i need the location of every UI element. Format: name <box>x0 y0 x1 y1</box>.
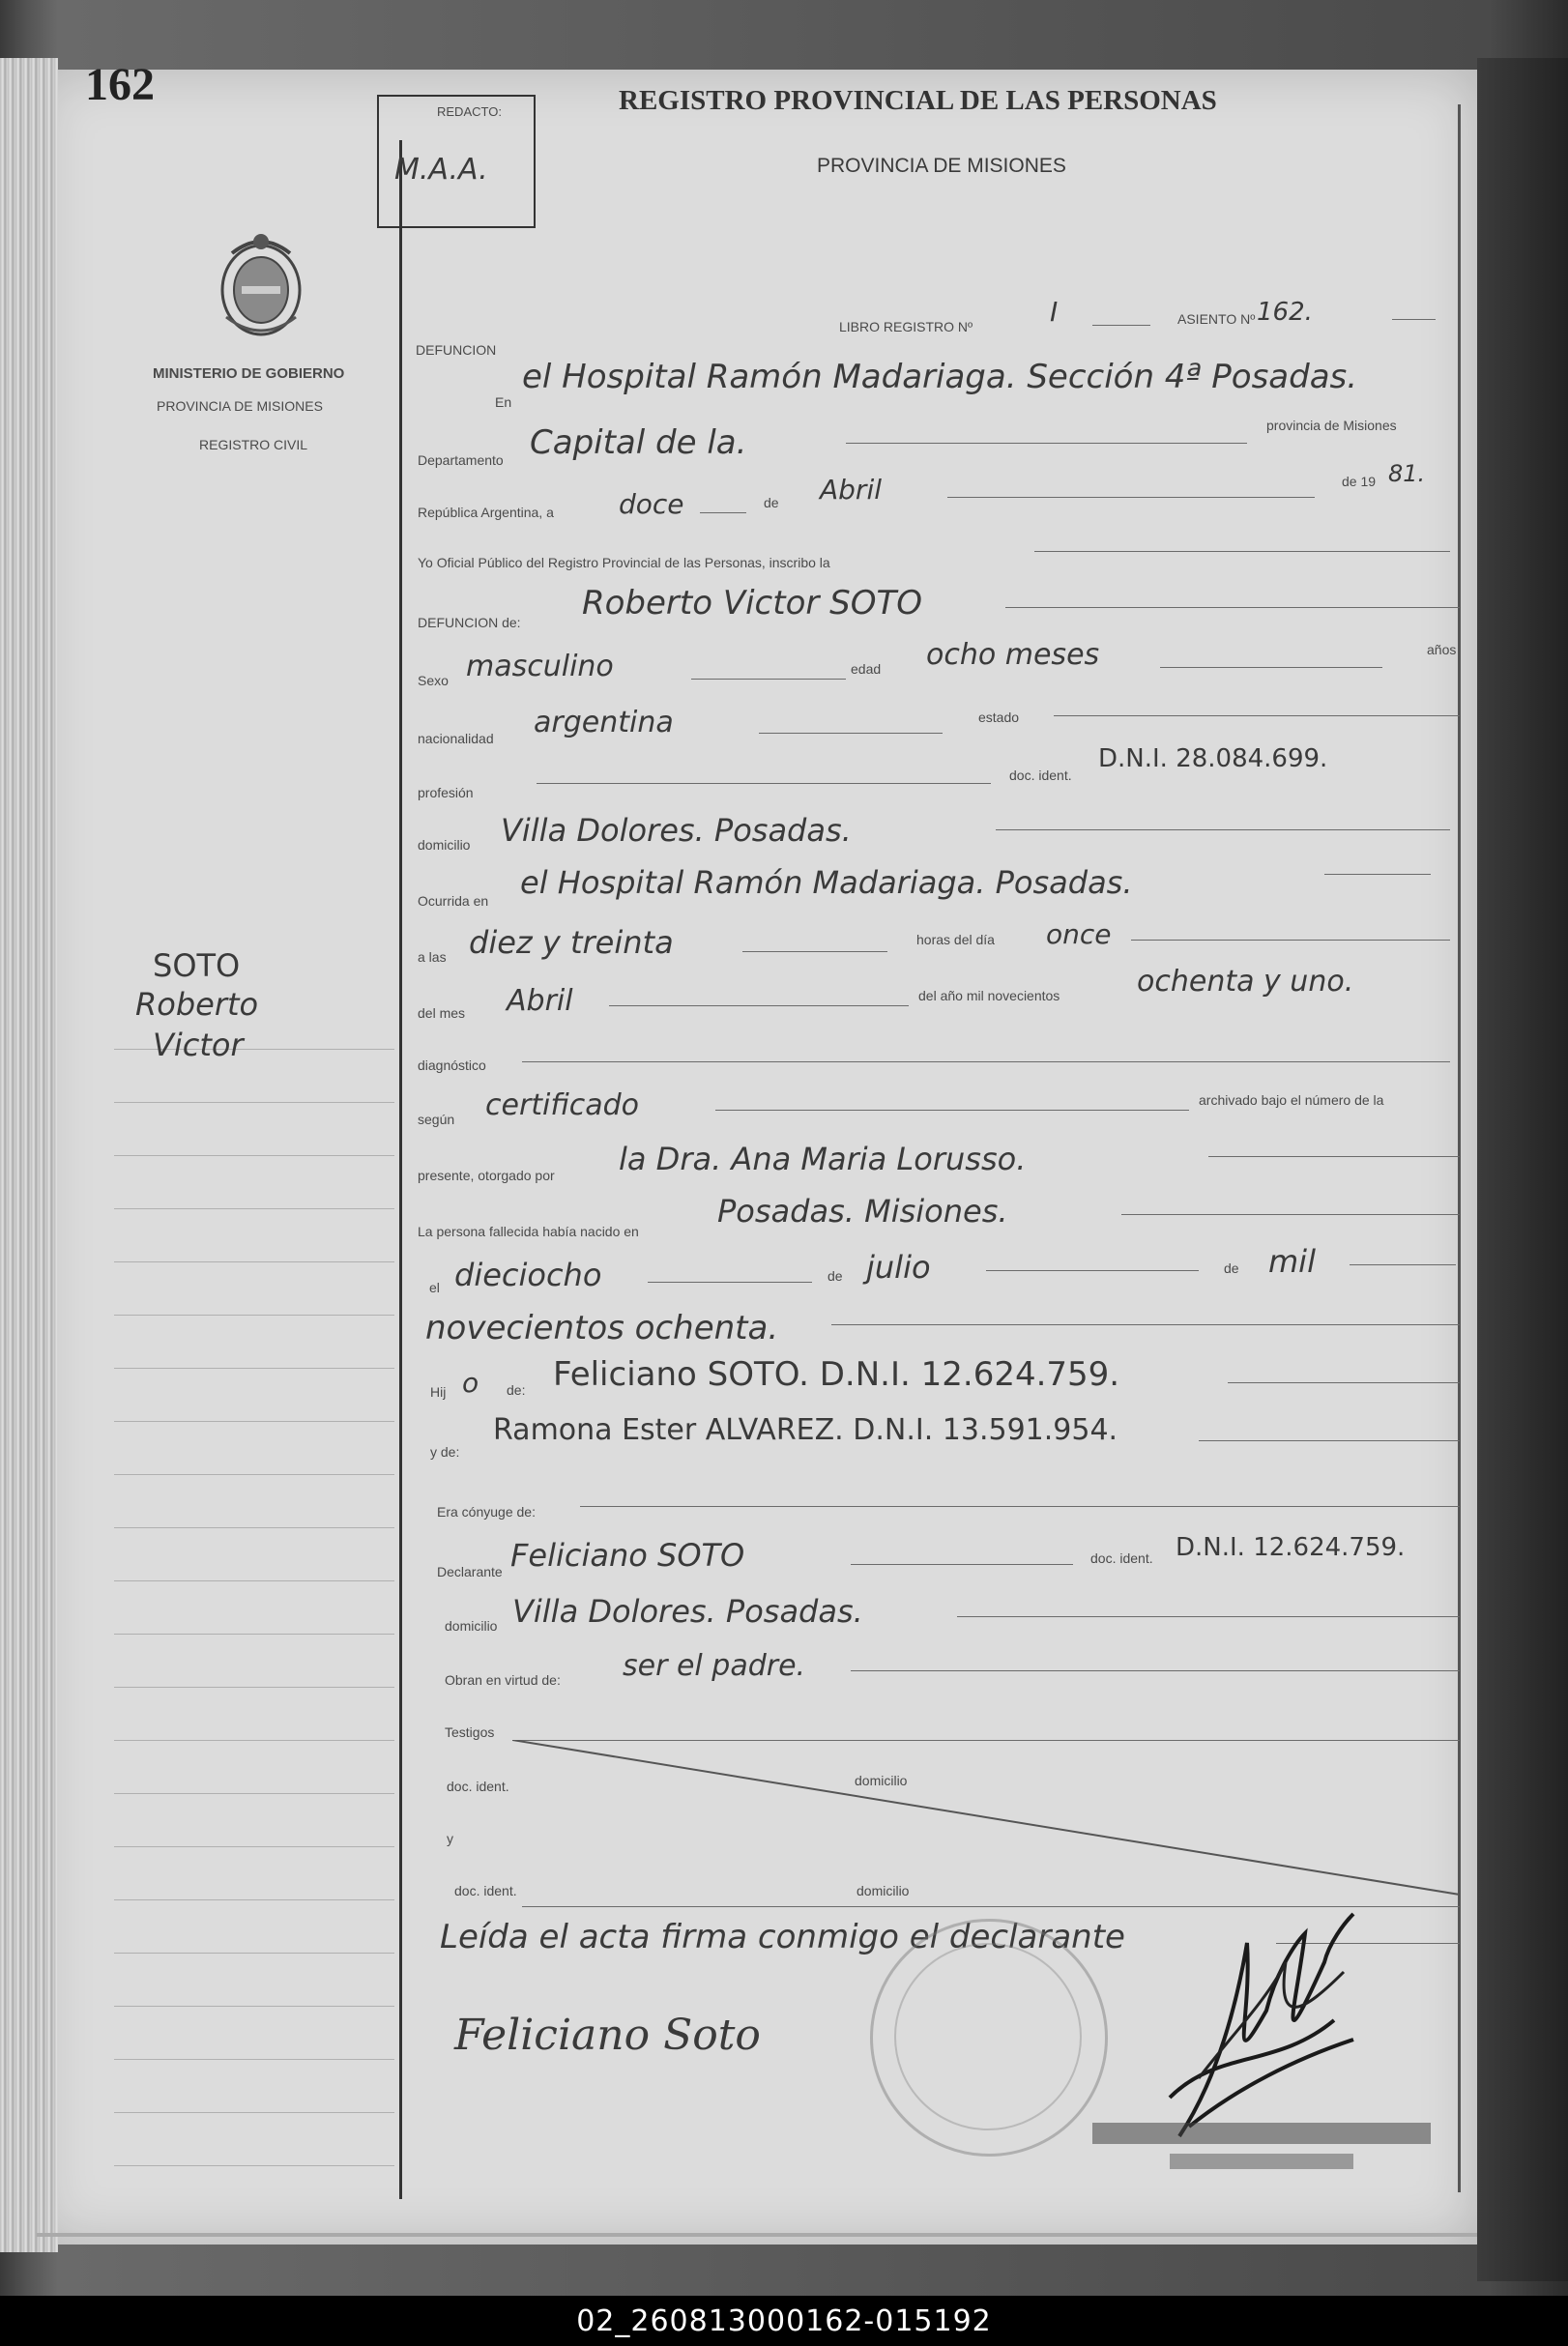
margin-note-surname: SOTO <box>153 947 241 984</box>
left-margin-line <box>399 140 402 2199</box>
estado-label: estado <box>978 710 1020 725</box>
image-id: 02_260813000162-015192 <box>576 2304 992 2338</box>
del-mes-value: Abril <box>507 984 573 1018</box>
horas-value: once <box>1046 918 1112 950</box>
segun-label: según <box>418 1112 455 1127</box>
yo-oficial-label: Yo Oficial Público del Registro Provincial de las Personas, inscribo la <box>418 555 830 570</box>
page-number: 162 <box>85 59 155 110</box>
testigo1-dom-label: domicilio <box>855 1773 908 1788</box>
el-label: el <box>429 1280 440 1295</box>
decl-domicilio-label: domicilio <box>445 1618 498 1634</box>
edad-value: ocho meses <box>926 638 1100 672</box>
testigos-label: Testigos <box>445 1724 495 1740</box>
anio-mil-value: ochenta y uno. <box>1137 965 1354 999</box>
ministry-line1: MINISTERIO DE GOBIERNO <box>153 365 345 382</box>
domicilio-value: Villa Dolores. Posadas. <box>501 812 852 849</box>
decl-domicilio-value: Villa Dolores. Posadas. <box>512 1593 863 1630</box>
provincia-label: provincia de Misiones <box>1266 418 1397 433</box>
conyuge-label: Era cónyuge de: <box>437 1504 536 1520</box>
y-label: y <box>447 1831 453 1846</box>
decl-doc-value: D.N.I. 12.624.759. <box>1176 1533 1406 1562</box>
diagnostico-label: diagnóstico <box>418 1057 486 1073</box>
y-de-label: y de: <box>430 1444 460 1460</box>
de-mes-value: julio <box>866 1249 931 1286</box>
madre-value: Ramona Ester ALVAREZ. D.N.I. 13.591.954. <box>493 1413 1118 1447</box>
de-mil-label: de <box>1224 1260 1239 1276</box>
official-stamp-subline <box>1170 2154 1353 2169</box>
mes-value: Abril <box>820 474 882 506</box>
sexo-label: Sexo <box>418 673 449 688</box>
de-mes-label: de <box>828 1268 843 1284</box>
profesion-label: profesión <box>418 785 474 800</box>
padre-value: Feliciano SOTO. D.N.I. 12.624.759. <box>553 1355 1120 1394</box>
hijo-suffix: o <box>462 1367 479 1399</box>
departamento-value: Capital de la. <box>530 423 747 462</box>
dia-value: doce <box>619 488 684 520</box>
segun-value: certificado <box>485 1088 640 1122</box>
del-mes-label: del mes <box>418 1005 466 1021</box>
obran-value: ser el padre. <box>623 1649 806 1683</box>
coat-of-arms-icon <box>213 230 309 344</box>
en-label: En <box>495 394 512 410</box>
a-las-value: diez y treinta <box>469 924 674 961</box>
ministry-line2: PROVINCIA DE MISIONES <box>157 398 323 414</box>
republica-label: República Argentina, a <box>418 505 554 520</box>
ocurrida-value: el Hospital Ramón Madariaga. Posadas. <box>520 864 1133 901</box>
sexo-value: masculino <box>466 650 614 683</box>
testigo1-doc-label: doc. ident. <box>447 1779 509 1794</box>
doc-ident-label: doc. ident. <box>1009 768 1072 783</box>
en-value: el Hospital Ramón Madariaga. Sección 4ª Posadas. <box>522 358 1358 396</box>
ministry-line3: REGISTRO CIVIL <box>199 437 308 452</box>
testigo2-dom-label: domicilio <box>857 1883 910 1898</box>
nacido-value: Posadas. Misiones. <box>717 1193 1008 1230</box>
anio-value: 81. <box>1388 460 1426 487</box>
presente-label: presente, otorgado por <box>418 1168 555 1183</box>
anio-nac-value: novecientos ochenta. <box>425 1309 779 1347</box>
defuncion-de-label: DEFUNCION de: <box>418 615 521 630</box>
archivado-label: archivado bajo el número de la <box>1199 1092 1384 1108</box>
official-signature-icon <box>1160 1904 1382 2156</box>
horas-label: horas del día <box>916 932 995 947</box>
nacionalidad-value: argentina <box>534 706 674 739</box>
ocurrida-label: Ocurrida en <box>418 893 489 909</box>
de19-label: de 19 <box>1342 474 1377 489</box>
anios-label: años <box>1427 642 1457 657</box>
redacto-value: M.A.A. <box>394 153 488 187</box>
testigo2-doc-label: doc. ident. <box>454 1883 517 1898</box>
registry-title: REGISTRO PROVINCIAL DE LAS PERSONAS <box>619 85 1217 116</box>
redacto-label: REDACTO: <box>437 104 502 119</box>
type-label: DEFUNCION <box>416 342 497 358</box>
presente-value: la Dra. Ana Maria Lorusso. <box>619 1141 1027 1177</box>
hijo-label: Hij <box>430 1384 447 1400</box>
leida-text: Leída el acta firma conmigo el declarante <box>440 1918 1125 1956</box>
de-label: de <box>764 495 779 510</box>
declarante-value: Feliciano SOTO <box>510 1537 745 1574</box>
nacionalidad-label: nacionalidad <box>418 731 494 746</box>
official-stamp-block <box>1092 2123 1431 2144</box>
departamento-label: Departamento <box>418 452 504 468</box>
declarant-signature: Feliciano Soto <box>454 2011 761 2060</box>
obran-label: Obran en virtud de: <box>445 1672 561 1688</box>
testigos-strike-line <box>512 1740 1469 1904</box>
official-seal-inner <box>894 1943 1082 2130</box>
domicilio-label: domicilio <box>418 837 471 853</box>
edad-label: edad <box>851 661 882 677</box>
libro-label: LIBRO REGISTRO Nº <box>839 319 973 334</box>
defuncion-de-value: Roberto Victor SOTO <box>582 584 923 623</box>
declarante-label: Declarante <box>437 1564 503 1579</box>
nacido-label: La persona fallecida había nacido en <box>418 1224 639 1239</box>
libro-value: I <box>1050 296 1059 328</box>
el-value: dieciocho <box>454 1257 602 1293</box>
margin-note-name2: Victor <box>153 1027 244 1063</box>
decl-doc-label: doc. ident. <box>1090 1550 1153 1566</box>
hijo-de-label: de: <box>507 1382 526 1398</box>
page-bottom-edge <box>37 2233 1477 2237</box>
registry-subtitle: PROVINCIA DE MISIONES <box>817 155 1066 177</box>
a-las-label: a las <box>418 949 447 965</box>
anio-mil-label: del año mil novecientos <box>918 988 1060 1003</box>
asiento-value: 162. <box>1257 298 1313 327</box>
de-mil-value: mil <box>1268 1243 1316 1280</box>
doc-ident-value: D.N.I. 28.084.699. <box>1098 744 1328 773</box>
margin-note-name1: Roberto <box>135 986 259 1023</box>
asiento-label: ASIENTO Nº <box>1177 311 1256 327</box>
